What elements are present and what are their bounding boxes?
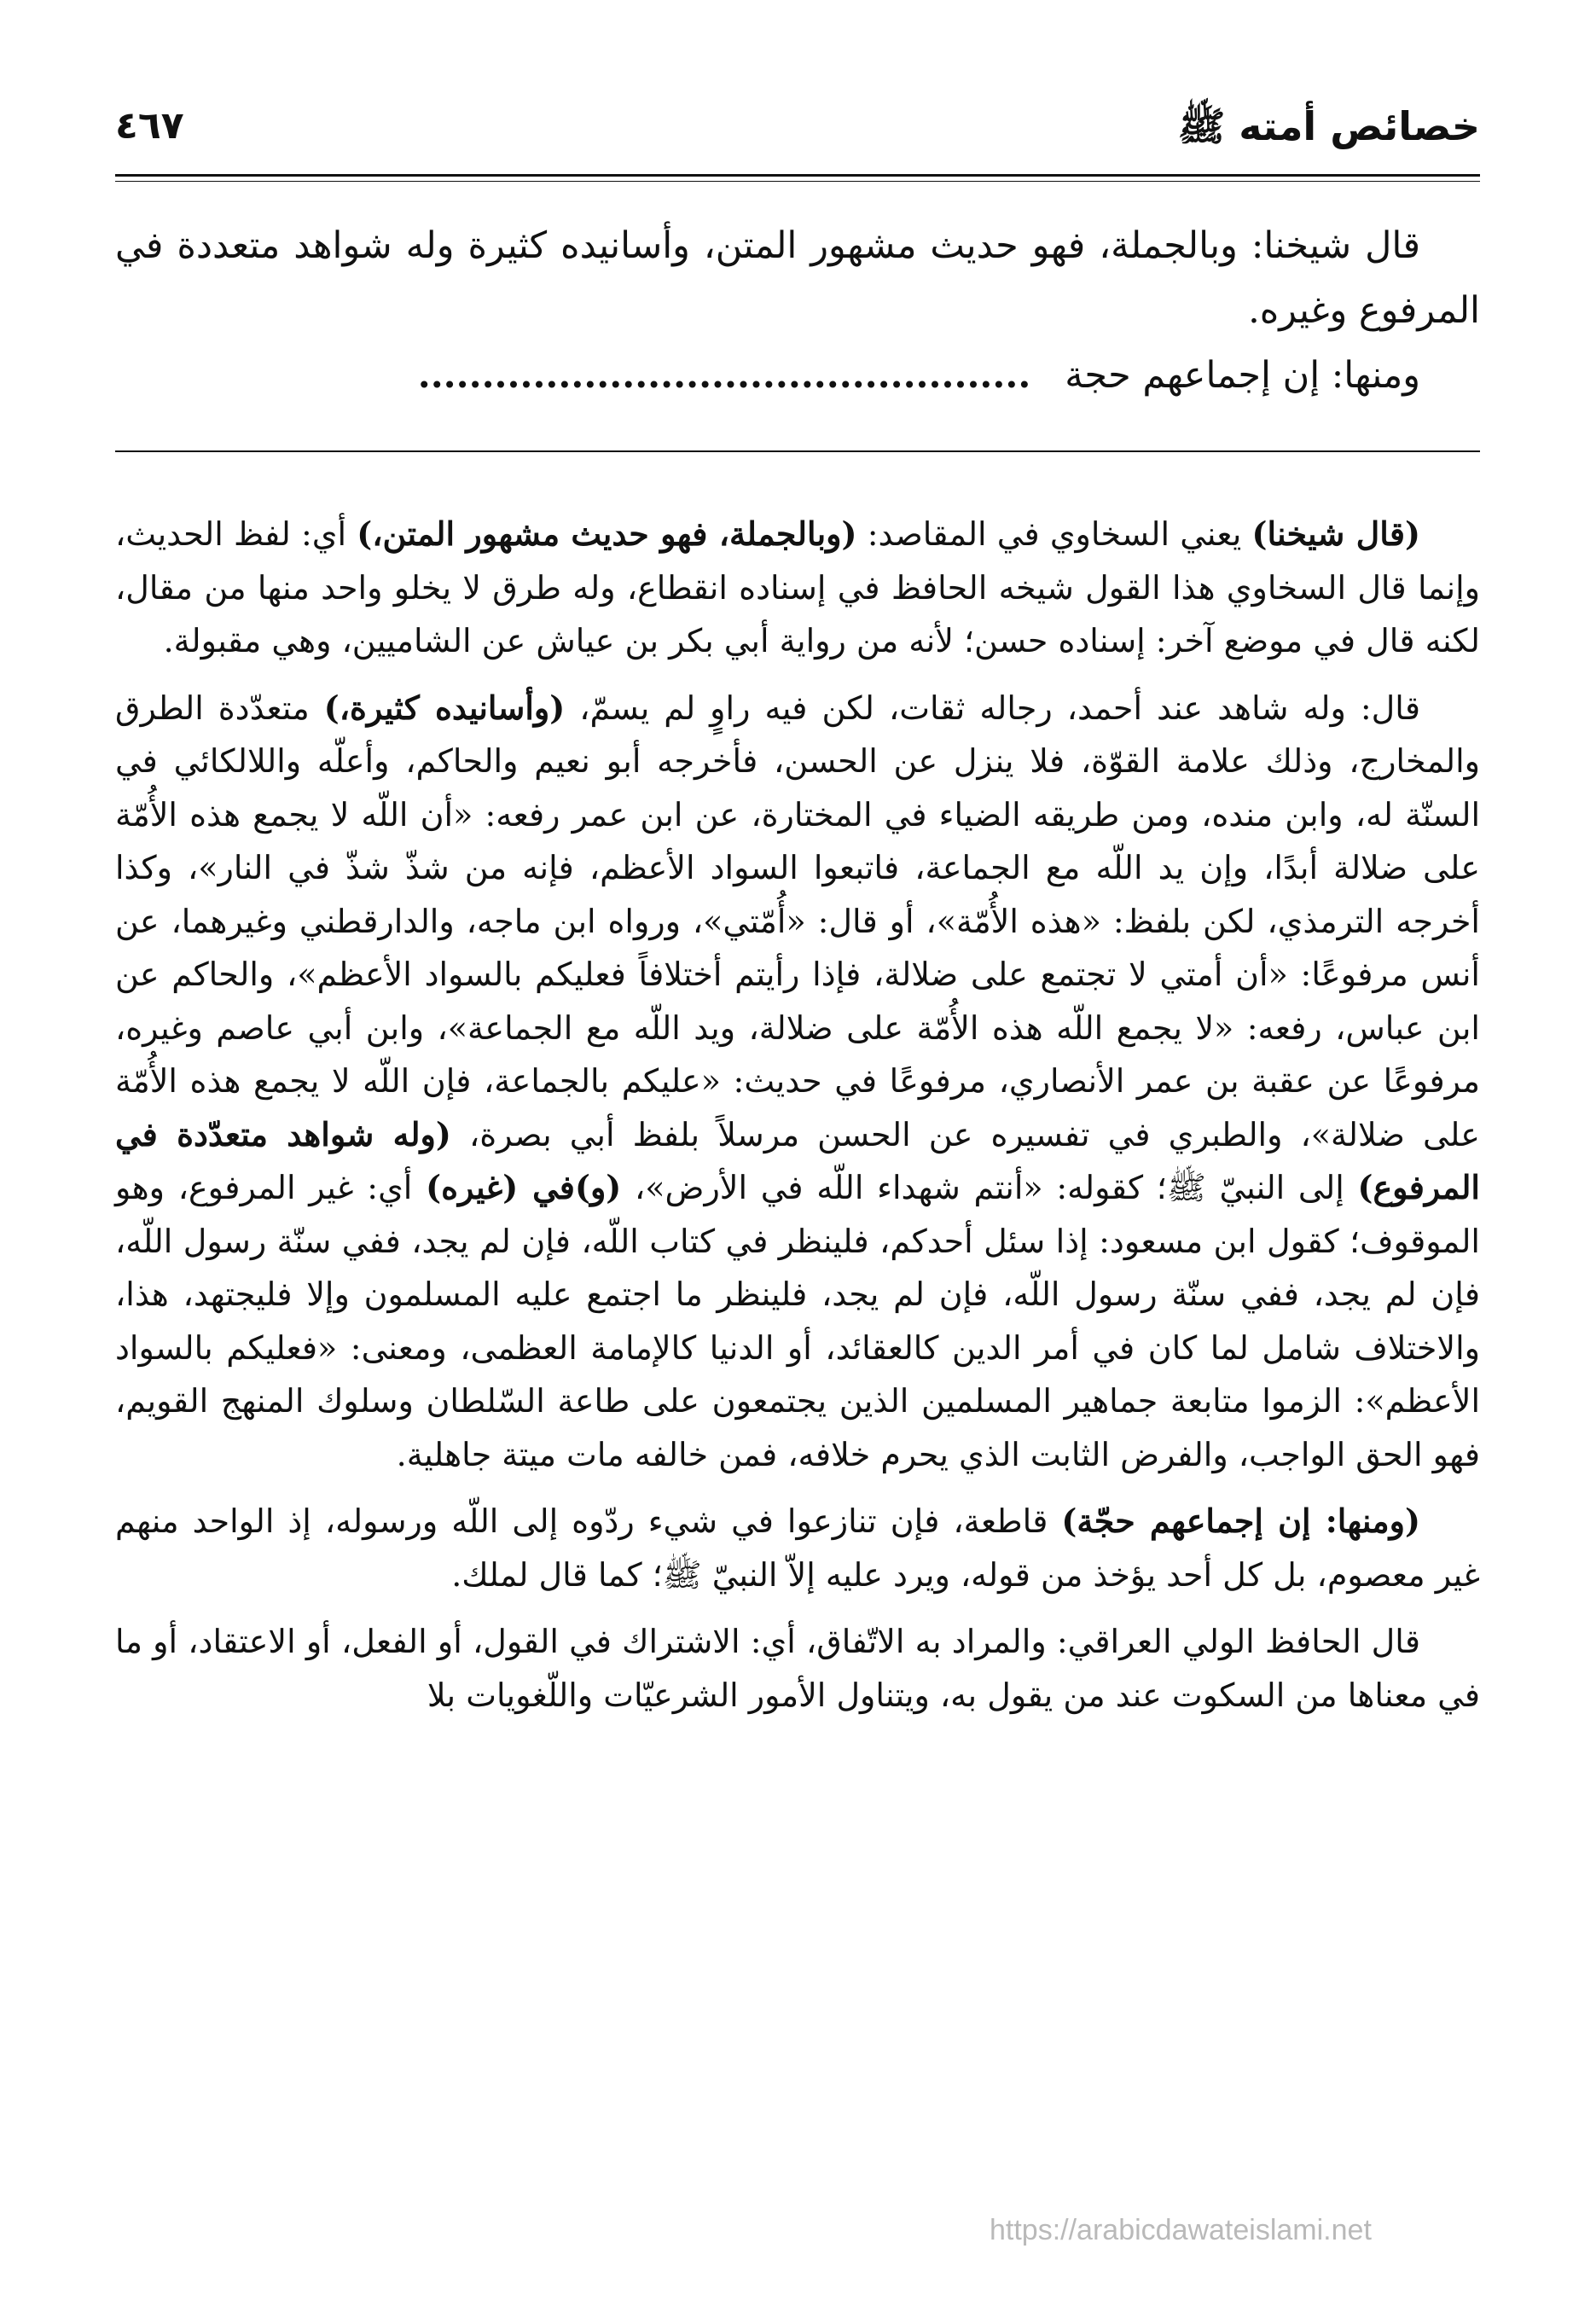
quoted-matn: (وبالجملة، فهو حديث مشهور المتن،) <box>357 514 857 553</box>
header-rule-thick <box>115 174 1480 177</box>
page-number: ٤٦٧ <box>115 104 184 148</box>
quoted-matn: (قال شيخنا) <box>1251 514 1420 553</box>
commentary-span: إلى النبيّ ﷺ؛ كقوله: «أنتم شهداء اللّه في الأرض»، <box>621 1169 1358 1206</box>
commentary-paragraph <box>115 508 1480 668</box>
book-page <box>115 85 1480 1714</box>
matn-line: ومنها: إن إجماعهم حجة <box>1065 354 1420 397</box>
commentary-paragraph <box>115 682 1480 1482</box>
matn-paragraph: قال شيخنا: وبالجملة، فهو حديث مشهور المتن، وأسانيده كثيرة وله شواهد متعددة في المرفوع وغيره. <box>115 224 1480 332</box>
commentary-span: أي: لفظ الحديث، وإنما قال السخاوي هذا القول شيخه الحافظ في إسناده انقطاع، وله طرق لا يخلو واحد منها من مقال، لكنه قال في موضع آخر: إسناده حسن؛ لأنه من رواية أبي بكر بن عياش عن الشاميين، وهي مقبولة. <box>115 515 1480 659</box>
quoted-matn: (ومنها: إن إجماعهم حجّة) <box>1061 1502 1420 1540</box>
header-rule-thin <box>115 181 1480 182</box>
commentary-text <box>115 508 1480 1735</box>
commentary-paragraph <box>115 1495 1480 1601</box>
watermark-url: https://arabicdawateislami.net <box>990 2214 1372 2246</box>
quoted-matn: (وله شواهد متعدّدة في المرفوع) <box>115 1114 1480 1206</box>
matn-separator-rule <box>115 450 1480 452</box>
commentary-span: يعني السخاوي في المقاصد: <box>856 515 1252 553</box>
ellipsis-dots: ................................................ <box>417 354 1031 397</box>
commentary-span: أي: غير المرفوع، وهو الموقوف؛ كقول ابن مسعود: إذا سئل أحدكم، فلينظر في كتاب اللّه، فإن لم يجد، ففي سنّة رسول اللّه، فإن لم يجد، ففي سنّة رسول اللّه، فإن لم يجد، فلينظر ما اجتمع عليه المسلمون وإلا فليجتهد، هذا، والاختلاف شامل لما كان في أمر الدين كالعقائد، أو الدنيا كالإمامة العظمى، ومعنى: «فعليكم بالسواد الأعظم»: الزموا متابعة جماهير المسلمين الذين يجتمعون على طاعة السّلطان وسلوك المنهج القويم، فهو الحق الواجب، والفرض الثابت الذي يحرم خلافه، فمن خالفه مات ميتة جاهلية. <box>115 1169 1480 1473</box>
page-header <box>115 85 1480 162</box>
matn-text <box>115 213 1480 408</box>
commentary-span: قال: وله شاهد عند أحمد، رجاله ثقات، لكن فيه راوٍ لم يسمّ، <box>565 688 1420 727</box>
matn-paragraph <box>115 343 1480 408</box>
commentary-span: متعدّدة الطرق والمخارج، وذلك علامة القوّة، فلا ينزل عن الحسن، فأخرجه أبو نعيم والحاكم، وأعلّه واللالكائي في السنّة له، وابن منده، ومن طريقه الضياء في المختارة، عن ابن عمر رفعه: «أن اللّه لا يجمع هذه الأُمّة على ضلالة أبدًا، وإن يد اللّه مع الجماعة، فاتبعوا السواد الأعظم، فإنه من شذّ شذّ في النار»، وكذا أخرجه الترمذي، لكن بلفظ: «هذه الأُمّة»، أو قال: «أُمّتي»، ورواه ابن ماجه، والدارقطني وغيرهما، عن أنس مرفوعًا: «أن أمتي لا تجتمع على ضلالة، فإذا رأيتم أختلافاً فعليكم بالسواد الأعظم»، والحاكم عن ابن عباس، رفعه: «لا يجمع اللّه هذه الأُمّة على ضلالة، ويد اللّه مع الجماعة»، وابن أبي عاصم وغيره، مرفوعًا عن عقبة بن عمر الأنصاري، مرفوعًا في حديث: «عليكم بالجماعة، فإن اللّه لا يجمع هذه الأُمّة على ضلالة»، والطبري في تفسيره عن الحسن مرسلاً بلفظ أبي بصرة، <box>115 688 1480 1153</box>
running-title: خصائص أمته ﷺ <box>1177 103 1480 149</box>
quoted-matn: (و)في (غيره) <box>426 1168 622 1206</box>
commentary-span: قاطعة، فإن تنازعوا في شيء ردّوه إلى اللّه ورسوله، إذ الواحد منهم غير معصوم، بل كل أحد يؤخذ من قوله، ويرد عليه إلاّ النبيّ ﷺ؛ كما قال لملك. <box>115 1502 1480 1594</box>
commentary-paragraph: قال الحافظ الولي العراقي: والمراد به الاتّفاق، أي: الاشتراك في القول، أو الفعل، أو الاعتقاد، أو ما في معناها من السكوت عند من يقول به، ويتناول الأمور الشرعيّات واللّغويات بلا <box>115 1623 1480 1714</box>
quoted-matn: (وأسانيده كثيرة،) <box>323 688 566 727</box>
